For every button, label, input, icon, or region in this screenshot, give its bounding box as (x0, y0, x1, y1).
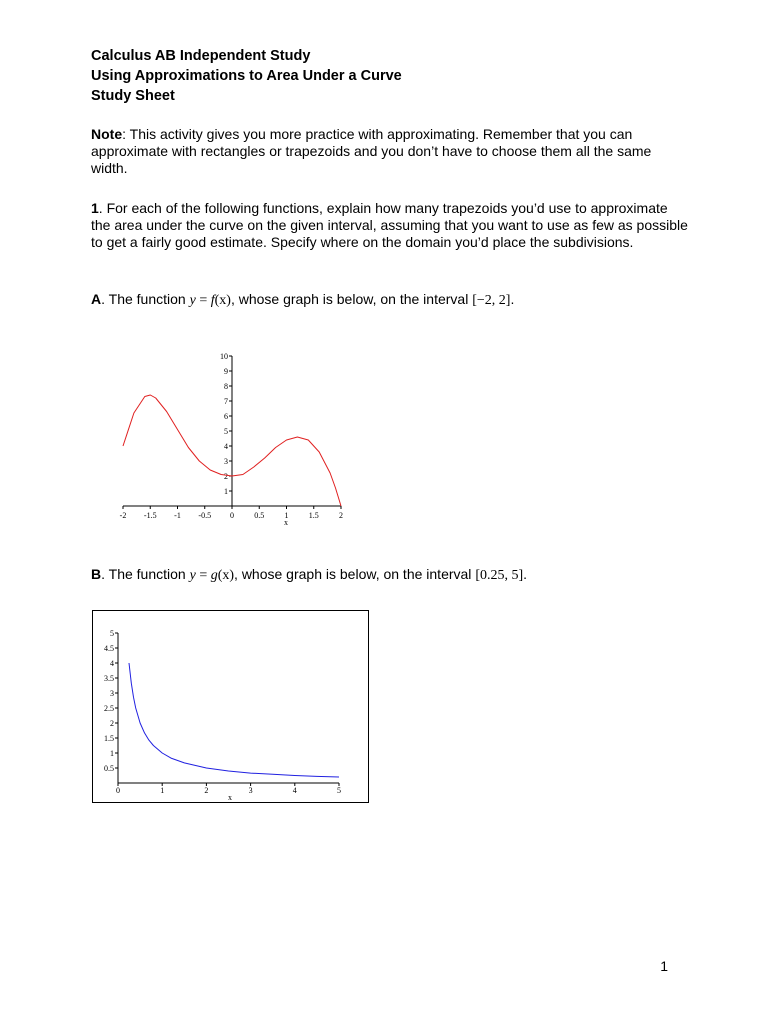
part-b-func-y: y (189, 568, 196, 583)
x-tick-label: 2 (339, 511, 343, 520)
x-tick-label: 4 (292, 786, 297, 795)
y-tick-label: 5 (224, 427, 228, 436)
y-tick-label: 4.5 (104, 644, 114, 653)
note-text: : This activity gives you more practice with approximating. Remember that you can approximate with rectangles or trapezoids and you don’t have to choose them all the same width. (91, 126, 652, 176)
x-tick-label: 0.5 (254, 511, 265, 520)
part-b-mid: , whose graph is below, on the interval (234, 566, 476, 582)
document-header (91, 46, 402, 106)
part-b-func-eq: = (195, 568, 211, 583)
y-tick-label: 5 (110, 629, 114, 638)
question-1-paragraph (91, 200, 691, 251)
y-tick-label: 3 (224, 457, 228, 466)
x-tick-label: -1 (174, 511, 181, 520)
series-line (129, 663, 339, 777)
part-a-mid: , whose graph is below, on the interval (230, 291, 473, 307)
part-b-label: B (91, 566, 102, 582)
part-a-pre: . The function (101, 291, 190, 307)
part-a-post: . (510, 291, 515, 307)
part-a-paragraph (91, 291, 691, 309)
y-tick-label: 6 (224, 412, 228, 421)
y-tick-label: 0.5 (104, 764, 114, 773)
x-tick-label: 5 (337, 786, 341, 795)
y-tick-label: 9 (224, 367, 228, 376)
part-a-label: A (91, 291, 102, 307)
y-tick-label: 2 (110, 719, 114, 728)
y-tick-label: 7 (224, 397, 228, 406)
part-b-func-g: g (210, 568, 218, 583)
x-tick-label: -1.5 (143, 511, 157, 520)
part-b-interval: [0.25, 5] (475, 568, 524, 583)
x-tick-label: 1 (160, 786, 165, 795)
part-a-func-f: f (210, 293, 215, 308)
page-number: 1 (660, 958, 668, 974)
x-tick-label: -0.5 (198, 511, 212, 520)
x-tick-label: 1 (284, 511, 289, 520)
y-tick-label: 1 (224, 487, 228, 496)
chart-frame (93, 611, 369, 803)
note-label: Note (91, 126, 123, 142)
x-tick-label: 2 (204, 786, 209, 795)
x-tick-label: 0 (230, 511, 234, 520)
part-b-paragraph (91, 566, 691, 584)
y-tick-label: 1 (110, 749, 114, 758)
part-a-interval: [−2, 2] (472, 293, 511, 308)
question-1-text: . For each of the following functions, explain how many trapezoids you’d use to approximate the area under the curve on the given interval, assuming that you want to use as few as possible to get a fairly good estimate. Specify where on the domain you’d place the subdivisions. (91, 200, 688, 250)
part-a-func-arg: (x) (214, 293, 231, 308)
x-axis-label: x (284, 518, 288, 527)
y-tick-label: 3 (110, 689, 114, 698)
y-tick-label: 10 (220, 352, 228, 361)
part-b-post: . (523, 566, 528, 582)
y-tick-label: 1.5 (104, 734, 114, 743)
part-b-pre: . The function (101, 566, 190, 582)
x-tick-label: -2 (119, 511, 127, 520)
part-a-func-eq: = (195, 293, 211, 308)
x-axis-label: x (228, 793, 232, 802)
x-tick-label: 0 (116, 786, 120, 795)
y-tick-label: 2.5 (104, 704, 114, 713)
y-tick-label: 2 (224, 472, 228, 481)
question-1-label: 1 (91, 200, 99, 216)
y-tick-label: 4 (224, 442, 228, 451)
x-tick-label: 1.5 (308, 511, 319, 520)
y-tick-label: 4 (110, 659, 114, 668)
x-tick-label: 3 (248, 786, 253, 795)
part-b-func-arg: (x) (217, 568, 235, 583)
course-title: Calculus AB Independent Study (91, 48, 311, 64)
part-a-func-y: y (189, 293, 196, 308)
y-tick-label: 3.5 (104, 674, 114, 683)
graph-b-chart (92, 610, 369, 803)
y-tick-label: 8 (224, 382, 228, 391)
sheet-title: Study Sheet (91, 88, 175, 104)
graph-a-chart (105, 345, 365, 530)
topic-title: Using Approximations to Area Under a Curve (91, 68, 402, 84)
note-paragraph (91, 126, 691, 177)
